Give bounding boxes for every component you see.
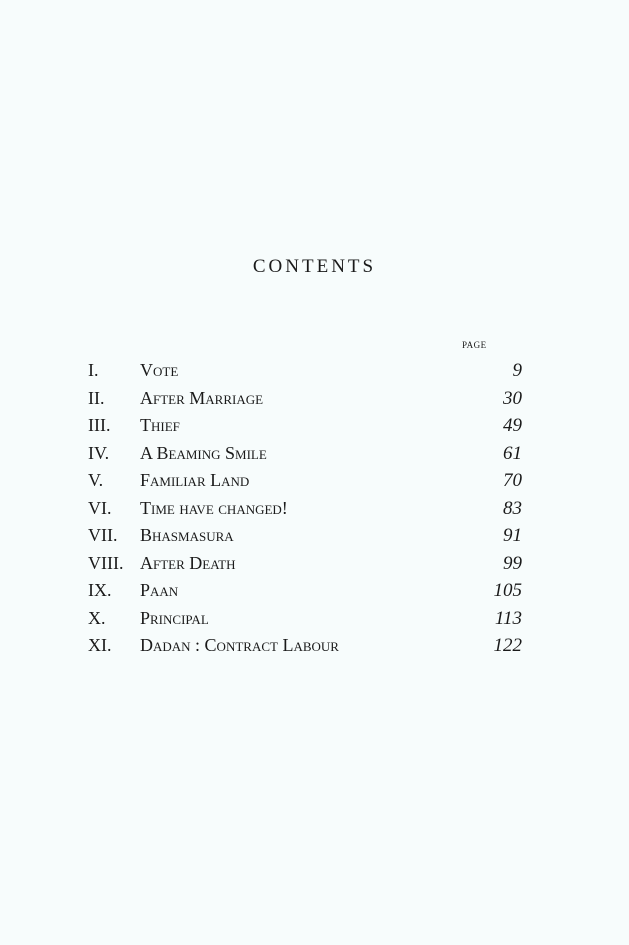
table-of-contents — [88, 358, 522, 661]
chapter-number: VI. — [88, 497, 112, 518]
chapter-number: VIII. — [88, 552, 124, 573]
page-number: 83 — [503, 497, 522, 519]
page-title: contents — [252, 248, 377, 278]
chapter-title: Paan — [140, 580, 179, 600]
toc-entry[interactable] — [88, 413, 522, 441]
page-number: 9 — [512, 360, 522, 381]
chapter-title: Vote — [140, 360, 179, 380]
page-number: 70 — [503, 470, 522, 491]
toc-entry[interactable] — [88, 386, 522, 414]
toc-entry[interactable] — [88, 551, 522, 579]
chapter-title: Bhasmasura — [140, 525, 234, 545]
page-number: 30 — [503, 387, 522, 409]
chapter-number: XI. — [88, 635, 112, 655]
page-number: 91 — [503, 525, 522, 546]
chapter-title: Dadan : Contract Labour — [140, 635, 339, 655]
chapter-title: Time have changed! — [140, 497, 288, 518]
chapter-number: V. — [88, 470, 104, 490]
toc-entry[interactable] — [88, 468, 522, 496]
page-number: 61 — [503, 442, 522, 464]
chapter-number: I. — [88, 360, 99, 380]
toc-entry[interactable] — [88, 496, 522, 524]
page-column-header: page — [462, 336, 487, 351]
chapter-title: Principal — [140, 607, 209, 628]
page-number: 113 — [494, 607, 522, 629]
toc-entry[interactable] — [88, 441, 522, 469]
chapter-title: Thief — [140, 415, 180, 435]
chapter-title: Familiar Land — [140, 470, 250, 490]
chapter-number: II. — [88, 387, 105, 408]
chapter-number: VII. — [88, 525, 118, 545]
chapter-number: III. — [88, 415, 111, 435]
page-number: 49 — [503, 415, 522, 436]
chapter-number: X. — [88, 607, 106, 628]
toc-entry[interactable] — [88, 606, 522, 634]
page-number: 105 — [493, 580, 522, 601]
chapter-number: IX. — [88, 580, 112, 600]
page-number: 122 — [493, 635, 522, 656]
chapter-title: A Beaming Smile — [140, 442, 267, 463]
toc-entry[interactable] — [88, 578, 522, 606]
chapter-title: After Marriage — [140, 387, 264, 408]
toc-entry[interactable] — [88, 358, 522, 386]
chapter-number: IV. — [88, 442, 110, 463]
toc-entry[interactable] — [88, 523, 522, 551]
chapter-title: After Death — [140, 552, 236, 573]
page-number: 99 — [503, 552, 522, 574]
toc-entry[interactable] — [88, 633, 522, 661]
